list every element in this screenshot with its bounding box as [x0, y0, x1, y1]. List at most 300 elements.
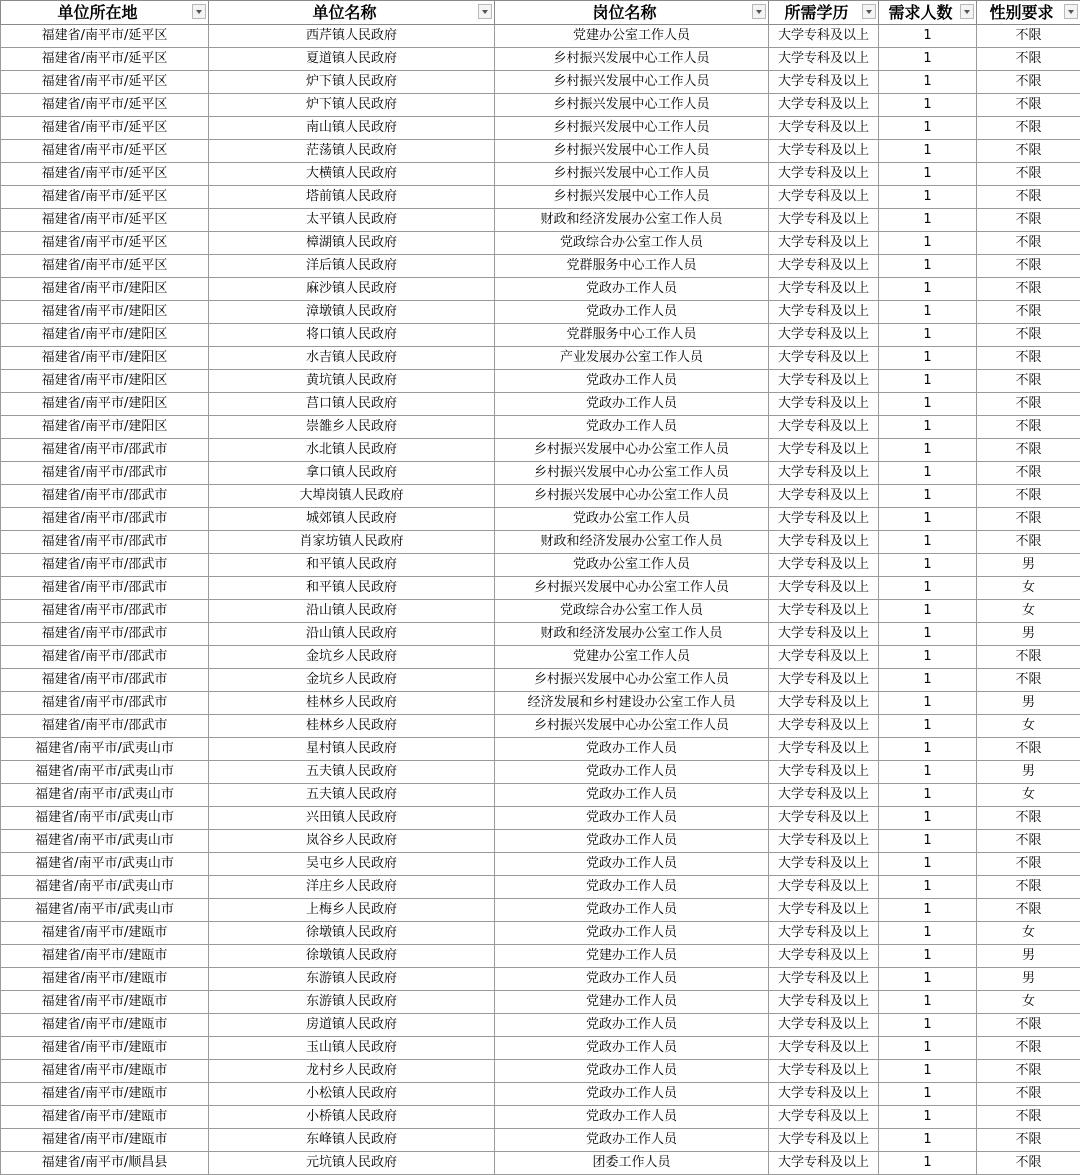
cell-position-name[interactable]: 党政办工作人员 [495, 278, 769, 301]
cell-position-name[interactable]: 党政办工作人员 [495, 393, 769, 416]
cell-gender[interactable]: 不限 [977, 393, 1080, 416]
cell-position-name[interactable]: 党政办工作人员 [495, 761, 769, 784]
cell-location[interactable]: 福建省/南平市/建瓯市 [1, 1106, 209, 1129]
cell-unit-name[interactable]: 樟湖镇人民政府 [209, 232, 495, 255]
cell-education[interactable]: 大学专科及以上 [769, 600, 879, 623]
cell-location[interactable]: 福建省/南平市/武夷山市 [1, 876, 209, 899]
cell-gender[interactable]: 不限 [977, 232, 1080, 255]
cell-gender[interactable]: 不限 [977, 830, 1080, 853]
cell-headcount[interactable]: 1 [879, 1106, 977, 1129]
cell-education[interactable]: 大学专科及以上 [769, 1152, 879, 1175]
cell-education[interactable]: 大学专科及以上 [769, 370, 879, 393]
cell-education[interactable]: 大学专科及以上 [769, 163, 879, 186]
cell-headcount[interactable]: 1 [879, 738, 977, 761]
cell-education[interactable]: 大学专科及以上 [769, 945, 879, 968]
cell-gender[interactable]: 不限 [977, 140, 1080, 163]
cell-gender[interactable]: 女 [977, 577, 1080, 600]
cell-gender[interactable]: 女 [977, 922, 1080, 945]
cell-position-name[interactable]: 党政办工作人员 [495, 738, 769, 761]
cell-unit-name[interactable]: 兴田镇人民政府 [209, 807, 495, 830]
cell-unit-name[interactable]: 塔前镇人民政府 [209, 186, 495, 209]
cell-unit-name[interactable]: 洋后镇人民政府 [209, 255, 495, 278]
cell-gender[interactable]: 不限 [977, 347, 1080, 370]
cell-education[interactable]: 大学专科及以上 [769, 554, 879, 577]
cell-gender[interactable]: 不限 [977, 1060, 1080, 1083]
cell-unit-name[interactable]: 徐墩镇人民政府 [209, 922, 495, 945]
cell-education[interactable]: 大学专科及以上 [769, 94, 879, 117]
cell-location[interactable]: 福建省/南平市/延平区 [1, 25, 209, 48]
cell-gender[interactable]: 女 [977, 715, 1080, 738]
cell-headcount[interactable]: 1 [879, 255, 977, 278]
filter-dropdown-icon[interactable] [1064, 4, 1078, 19]
cell-unit-name[interactable]: 徐墩镇人民政府 [209, 945, 495, 968]
cell-gender[interactable]: 不限 [977, 807, 1080, 830]
cell-education[interactable]: 大学专科及以上 [769, 669, 879, 692]
cell-headcount[interactable]: 1 [879, 117, 977, 140]
cell-position-name[interactable]: 乡村振兴发展中心工作人员 [495, 140, 769, 163]
cell-headcount[interactable]: 1 [879, 715, 977, 738]
cell-location[interactable]: 福建省/南平市/建瓯市 [1, 991, 209, 1014]
cell-location[interactable]: 福建省/南平市/武夷山市 [1, 761, 209, 784]
cell-education[interactable]: 大学专科及以上 [769, 25, 879, 48]
cell-gender[interactable]: 不限 [977, 324, 1080, 347]
cell-location[interactable]: 福建省/南平市/建瓯市 [1, 1083, 209, 1106]
cell-headcount[interactable]: 1 [879, 991, 977, 1014]
cell-education[interactable]: 大学专科及以上 [769, 577, 879, 600]
cell-headcount[interactable]: 1 [879, 278, 977, 301]
cell-gender[interactable]: 男 [977, 554, 1080, 577]
cell-position-name[interactable]: 财政和经济发展办公室工作人员 [495, 531, 769, 554]
cell-location[interactable]: 福建省/南平市/武夷山市 [1, 738, 209, 761]
cell-unit-name[interactable]: 星村镇人民政府 [209, 738, 495, 761]
cell-headcount[interactable]: 1 [879, 554, 977, 577]
cell-position-name[interactable]: 党群服务中心工作人员 [495, 324, 769, 347]
cell-unit-name[interactable]: 洋庄乡人民政府 [209, 876, 495, 899]
cell-position-name[interactable]: 党政综合办公室工作人员 [495, 232, 769, 255]
cell-education[interactable]: 大学专科及以上 [769, 255, 879, 278]
cell-headcount[interactable]: 1 [879, 508, 977, 531]
cell-position-name[interactable]: 党政办工作人员 [495, 301, 769, 324]
cell-location[interactable]: 福建省/南平市/延平区 [1, 255, 209, 278]
cell-location[interactable]: 福建省/南平市/建瓯市 [1, 1014, 209, 1037]
cell-gender[interactable]: 不限 [977, 416, 1080, 439]
cell-headcount[interactable]: 1 [879, 876, 977, 899]
cell-unit-name[interactable]: 将口镇人民政府 [209, 324, 495, 347]
cell-location[interactable]: 福建省/南平市/武夷山市 [1, 853, 209, 876]
cell-education[interactable]: 大学专科及以上 [769, 347, 879, 370]
cell-location[interactable]: 福建省/南平市/武夷山市 [1, 784, 209, 807]
cell-education[interactable]: 大学专科及以上 [769, 416, 879, 439]
cell-unit-name[interactable]: 上梅乡人民政府 [209, 899, 495, 922]
cell-location[interactable]: 福建省/南平市/邵武市 [1, 508, 209, 531]
cell-position-name[interactable]: 财政和经济发展办公室工作人员 [495, 623, 769, 646]
cell-unit-name[interactable]: 沿山镇人民政府 [209, 623, 495, 646]
cell-education[interactable]: 大学专科及以上 [769, 324, 879, 347]
cell-unit-name[interactable]: 肖家坊镇人民政府 [209, 531, 495, 554]
cell-unit-name[interactable]: 五夫镇人民政府 [209, 784, 495, 807]
cell-unit-name[interactable]: 小松镇人民政府 [209, 1083, 495, 1106]
cell-gender[interactable]: 不限 [977, 1037, 1080, 1060]
cell-location[interactable]: 福建省/南平市/建瓯市 [1, 922, 209, 945]
cell-gender[interactable]: 不限 [977, 117, 1080, 140]
cell-gender[interactable]: 不限 [977, 1106, 1080, 1129]
cell-gender[interactable]: 不限 [977, 439, 1080, 462]
cell-gender[interactable]: 男 [977, 968, 1080, 991]
cell-unit-name[interactable]: 崇雒乡人民政府 [209, 416, 495, 439]
cell-gender[interactable]: 不限 [977, 278, 1080, 301]
cell-unit-name[interactable]: 沿山镇人民政府 [209, 600, 495, 623]
cell-position-name[interactable]: 党政办工作人员 [495, 922, 769, 945]
cell-position-name[interactable]: 党政办工作人员 [495, 1106, 769, 1129]
cell-headcount[interactable]: 1 [879, 324, 977, 347]
cell-gender[interactable]: 女 [977, 991, 1080, 1014]
cell-unit-name[interactable]: 东游镇人民政府 [209, 968, 495, 991]
cell-location[interactable]: 福建省/南平市/延平区 [1, 117, 209, 140]
cell-headcount[interactable]: 1 [879, 600, 977, 623]
cell-position-name[interactable]: 党政办工作人员 [495, 1129, 769, 1152]
filter-dropdown-icon[interactable] [192, 4, 206, 19]
cell-headcount[interactable]: 1 [879, 301, 977, 324]
cell-location[interactable]: 福建省/南平市/邵武市 [1, 462, 209, 485]
cell-location[interactable]: 福建省/南平市/邵武市 [1, 646, 209, 669]
cell-position-name[interactable]: 党政办工作人员 [495, 968, 769, 991]
cell-unit-name[interactable]: 东峰镇人民政府 [209, 1129, 495, 1152]
cell-education[interactable]: 大学专科及以上 [769, 899, 879, 922]
cell-headcount[interactable]: 1 [879, 830, 977, 853]
cell-education[interactable]: 大学专科及以上 [769, 531, 879, 554]
cell-location[interactable]: 福建省/南平市/建阳区 [1, 278, 209, 301]
cell-gender[interactable]: 不限 [977, 1129, 1080, 1152]
cell-unit-name[interactable]: 夏道镇人民政府 [209, 48, 495, 71]
cell-gender[interactable]: 不限 [977, 485, 1080, 508]
cell-education[interactable]: 大学专科及以上 [769, 1129, 879, 1152]
cell-position-name[interactable]: 乡村振兴发展中心工作人员 [495, 48, 769, 71]
cell-headcount[interactable]: 1 [879, 1129, 977, 1152]
cell-gender[interactable]: 不限 [977, 370, 1080, 393]
cell-education[interactable]: 大学专科及以上 [769, 623, 879, 646]
cell-position-name[interactable]: 党政办工作人员 [495, 1014, 769, 1037]
cell-unit-name[interactable]: 麻沙镇人民政府 [209, 278, 495, 301]
cell-headcount[interactable]: 1 [879, 945, 977, 968]
cell-education[interactable]: 大学专科及以上 [769, 761, 879, 784]
cell-education[interactable]: 大学专科及以上 [769, 462, 879, 485]
cell-position-name[interactable]: 党政办工作人员 [495, 1037, 769, 1060]
cell-headcount[interactable]: 1 [879, 1014, 977, 1037]
cell-education[interactable]: 大学专科及以上 [769, 1037, 879, 1060]
cell-education[interactable]: 大学专科及以上 [769, 1060, 879, 1083]
cell-headcount[interactable]: 1 [879, 393, 977, 416]
cell-education[interactable]: 大学专科及以上 [769, 922, 879, 945]
cell-unit-name[interactable]: 和平镇人民政府 [209, 577, 495, 600]
cell-unit-name[interactable]: 大横镇人民政府 [209, 163, 495, 186]
cell-location[interactable]: 福建省/南平市/建瓯市 [1, 1129, 209, 1152]
cell-location[interactable]: 福建省/南平市/顺昌县 [1, 1152, 209, 1175]
cell-gender[interactable]: 男 [977, 692, 1080, 715]
cell-location[interactable]: 福建省/南平市/邵武市 [1, 531, 209, 554]
cell-location[interactable]: 福建省/南平市/邵武市 [1, 623, 209, 646]
cell-position-name[interactable]: 乡村振兴发展中心办公室工作人员 [495, 715, 769, 738]
cell-education[interactable]: 大学专科及以上 [769, 508, 879, 531]
cell-position-name[interactable]: 党政办工作人员 [495, 876, 769, 899]
cell-position-name[interactable]: 乡村振兴发展中心工作人员 [495, 117, 769, 140]
cell-gender[interactable]: 不限 [977, 646, 1080, 669]
cell-headcount[interactable]: 1 [879, 186, 977, 209]
cell-education[interactable]: 大学专科及以上 [769, 439, 879, 462]
cell-headcount[interactable]: 1 [879, 761, 977, 784]
cell-location[interactable]: 福建省/南平市/邵武市 [1, 554, 209, 577]
cell-location[interactable]: 福建省/南平市/延平区 [1, 140, 209, 163]
cell-education[interactable]: 大学专科及以上 [769, 715, 879, 738]
cell-position-name[interactable]: 党建办公室工作人员 [495, 646, 769, 669]
filter-dropdown-icon[interactable] [862, 4, 876, 19]
cell-unit-name[interactable]: 五夫镇人民政府 [209, 761, 495, 784]
cell-location[interactable]: 福建省/南平市/延平区 [1, 232, 209, 255]
cell-gender[interactable]: 男 [977, 945, 1080, 968]
cell-unit-name[interactable]: 金坑乡人民政府 [209, 646, 495, 669]
cell-gender[interactable]: 男 [977, 623, 1080, 646]
cell-position-name[interactable]: 党政办工作人员 [495, 853, 769, 876]
cell-position-name[interactable]: 党政办工作人员 [495, 370, 769, 393]
cell-headcount[interactable]: 1 [879, 1060, 977, 1083]
cell-headcount[interactable]: 1 [879, 416, 977, 439]
cell-location[interactable]: 福建省/南平市/延平区 [1, 94, 209, 117]
cell-gender[interactable]: 不限 [977, 48, 1080, 71]
cell-position-name[interactable]: 乡村振兴发展中心办公室工作人员 [495, 485, 769, 508]
cell-location[interactable]: 福建省/南平市/建瓯市 [1, 1037, 209, 1060]
cell-headcount[interactable]: 1 [879, 692, 977, 715]
cell-education[interactable]: 大学专科及以上 [769, 991, 879, 1014]
cell-headcount[interactable]: 1 [879, 25, 977, 48]
cell-education[interactable]: 大学专科及以上 [769, 71, 879, 94]
cell-education[interactable]: 大学专科及以上 [769, 853, 879, 876]
cell-gender[interactable]: 不限 [977, 94, 1080, 117]
cell-unit-name[interactable]: 南山镇人民政府 [209, 117, 495, 140]
cell-location[interactable]: 福建省/南平市/延平区 [1, 48, 209, 71]
cell-gender[interactable]: 不限 [977, 462, 1080, 485]
cell-position-name[interactable]: 党政办工作人员 [495, 784, 769, 807]
cell-location[interactable]: 福建省/南平市/建阳区 [1, 370, 209, 393]
cell-gender[interactable]: 女 [977, 784, 1080, 807]
cell-unit-name[interactable]: 东游镇人民政府 [209, 991, 495, 1014]
cell-gender[interactable]: 不限 [977, 163, 1080, 186]
cell-headcount[interactable]: 1 [879, 439, 977, 462]
cell-gender[interactable]: 不限 [977, 1014, 1080, 1037]
cell-unit-name[interactable]: 拿口镇人民政府 [209, 462, 495, 485]
cell-unit-name[interactable]: 元坑镇人民政府 [209, 1152, 495, 1175]
cell-position-name[interactable]: 乡村振兴发展中心工作人员 [495, 94, 769, 117]
cell-headcount[interactable]: 1 [879, 370, 977, 393]
cell-position-name[interactable]: 产业发展办公室工作人员 [495, 347, 769, 370]
cell-gender[interactable]: 不限 [977, 853, 1080, 876]
cell-position-name[interactable]: 党群服务中心工作人员 [495, 255, 769, 278]
cell-unit-name[interactable]: 桂林乡人民政府 [209, 692, 495, 715]
cell-gender[interactable]: 女 [977, 600, 1080, 623]
cell-headcount[interactable]: 1 [879, 646, 977, 669]
cell-education[interactable]: 大学专科及以上 [769, 1014, 879, 1037]
cell-headcount[interactable]: 1 [879, 968, 977, 991]
cell-education[interactable]: 大学专科及以上 [769, 485, 879, 508]
cell-education[interactable]: 大学专科及以上 [769, 232, 879, 255]
cell-unit-name[interactable]: 炉下镇人民政府 [209, 94, 495, 117]
cell-unit-name[interactable]: 和平镇人民政府 [209, 554, 495, 577]
cell-headcount[interactable]: 1 [879, 669, 977, 692]
cell-unit-name[interactable]: 黄坑镇人民政府 [209, 370, 495, 393]
cell-unit-name[interactable]: 漳墩镇人民政府 [209, 301, 495, 324]
cell-position-name[interactable]: 党建办公室工作人员 [495, 25, 769, 48]
cell-position-name[interactable]: 党政综合办公室工作人员 [495, 600, 769, 623]
cell-education[interactable]: 大学专科及以上 [769, 186, 879, 209]
cell-education[interactable]: 大学专科及以上 [769, 968, 879, 991]
cell-position-name[interactable]: 党政办公室工作人员 [495, 554, 769, 577]
cell-unit-name[interactable]: 小桥镇人民政府 [209, 1106, 495, 1129]
cell-unit-name[interactable]: 城郊镇人民政府 [209, 508, 495, 531]
cell-headcount[interactable]: 1 [879, 807, 977, 830]
cell-education[interactable]: 大学专科及以上 [769, 738, 879, 761]
cell-unit-name[interactable]: 岚谷乡人民政府 [209, 830, 495, 853]
cell-location[interactable]: 福建省/南平市/武夷山市 [1, 899, 209, 922]
cell-unit-name[interactable]: 太平镇人民政府 [209, 209, 495, 232]
filter-dropdown-icon[interactable] [478, 4, 492, 19]
cell-position-name[interactable]: 乡村振兴发展中心办公室工作人员 [495, 439, 769, 462]
cell-position-name[interactable]: 党政办工作人员 [495, 807, 769, 830]
cell-position-name[interactable]: 乡村振兴发展中心工作人员 [495, 71, 769, 94]
cell-location[interactable]: 福建省/南平市/建阳区 [1, 301, 209, 324]
cell-location[interactable]: 福建省/南平市/建阳区 [1, 324, 209, 347]
cell-gender[interactable]: 不限 [977, 876, 1080, 899]
cell-headcount[interactable]: 1 [879, 209, 977, 232]
cell-position-name[interactable]: 党政办工作人员 [495, 416, 769, 439]
cell-headcount[interactable]: 1 [879, 922, 977, 945]
cell-location[interactable]: 福建省/南平市/邵武市 [1, 485, 209, 508]
cell-location[interactable]: 福建省/南平市/邵武市 [1, 692, 209, 715]
cell-gender[interactable]: 不限 [977, 255, 1080, 278]
cell-education[interactable]: 大学专科及以上 [769, 646, 879, 669]
cell-unit-name[interactable]: 房道镇人民政府 [209, 1014, 495, 1037]
cell-position-name[interactable]: 乡村振兴发展中心工作人员 [495, 163, 769, 186]
cell-position-name[interactable]: 乡村振兴发展中心工作人员 [495, 186, 769, 209]
cell-headcount[interactable]: 1 [879, 94, 977, 117]
cell-education[interactable]: 大学专科及以上 [769, 784, 879, 807]
cell-location[interactable]: 福建省/南平市/邵武市 [1, 669, 209, 692]
cell-headcount[interactable]: 1 [879, 1083, 977, 1106]
cell-headcount[interactable]: 1 [879, 48, 977, 71]
cell-position-name[interactable]: 党政办工作人员 [495, 899, 769, 922]
cell-unit-name[interactable]: 炉下镇人民政府 [209, 71, 495, 94]
cell-education[interactable]: 大学专科及以上 [769, 140, 879, 163]
cell-headcount[interactable]: 1 [879, 485, 977, 508]
cell-location[interactable]: 福建省/南平市/建阳区 [1, 393, 209, 416]
cell-location[interactable]: 福建省/南平市/建阳区 [1, 416, 209, 439]
cell-position-name[interactable]: 财政和经济发展办公室工作人员 [495, 209, 769, 232]
cell-position-name[interactable]: 党政办工作人员 [495, 1083, 769, 1106]
cell-location[interactable]: 福建省/南平市/延平区 [1, 209, 209, 232]
cell-position-name[interactable]: 党建办工作人员 [495, 991, 769, 1014]
cell-gender[interactable]: 不限 [977, 186, 1080, 209]
cell-gender[interactable]: 不限 [977, 25, 1080, 48]
cell-position-name[interactable]: 团委工作人员 [495, 1152, 769, 1175]
cell-gender[interactable]: 不限 [977, 1152, 1080, 1175]
cell-education[interactable]: 大学专科及以上 [769, 48, 879, 71]
cell-unit-name[interactable]: 龙村乡人民政府 [209, 1060, 495, 1083]
cell-position-name[interactable]: 经济发展和乡村建设办公室工作人员 [495, 692, 769, 715]
cell-location[interactable]: 福建省/南平市/邵武市 [1, 600, 209, 623]
cell-unit-name[interactable]: 茫荡镇人民政府 [209, 140, 495, 163]
cell-education[interactable]: 大学专科及以上 [769, 1106, 879, 1129]
cell-education[interactable]: 大学专科及以上 [769, 807, 879, 830]
cell-headcount[interactable]: 1 [879, 623, 977, 646]
cell-education[interactable]: 大学专科及以上 [769, 876, 879, 899]
cell-headcount[interactable]: 1 [879, 140, 977, 163]
cell-location[interactable]: 福建省/南平市/建阳区 [1, 347, 209, 370]
cell-position-name[interactable]: 党政办工作人员 [495, 830, 769, 853]
cell-position-name[interactable]: 党政办公室工作人员 [495, 508, 769, 531]
cell-gender[interactable]: 不限 [977, 508, 1080, 531]
cell-unit-name[interactable]: 吴屯乡人民政府 [209, 853, 495, 876]
cell-headcount[interactable]: 1 [879, 899, 977, 922]
cell-education[interactable]: 大学专科及以上 [769, 209, 879, 232]
cell-unit-name[interactable]: 大埠岗镇人民政府 [209, 485, 495, 508]
cell-education[interactable]: 大学专科及以上 [769, 278, 879, 301]
cell-headcount[interactable]: 1 [879, 232, 977, 255]
cell-location[interactable]: 福建省/南平市/延平区 [1, 71, 209, 94]
cell-education[interactable]: 大学专科及以上 [769, 1083, 879, 1106]
cell-education[interactable]: 大学专科及以上 [769, 692, 879, 715]
cell-position-name[interactable]: 党建办工作人员 [495, 945, 769, 968]
cell-unit-name[interactable]: 玉山镇人民政府 [209, 1037, 495, 1060]
cell-location[interactable]: 福建省/南平市/邵武市 [1, 439, 209, 462]
cell-location[interactable]: 福建省/南平市/武夷山市 [1, 830, 209, 853]
cell-unit-name[interactable]: 金坑乡人民政府 [209, 669, 495, 692]
cell-headcount[interactable]: 1 [879, 853, 977, 876]
cell-gender[interactable]: 不限 [977, 71, 1080, 94]
cell-headcount[interactable]: 1 [879, 71, 977, 94]
cell-position-name[interactable]: 党政办工作人员 [495, 1060, 769, 1083]
cell-unit-name[interactable]: 水北镇人民政府 [209, 439, 495, 462]
cell-gender[interactable]: 不限 [977, 531, 1080, 554]
cell-headcount[interactable]: 1 [879, 163, 977, 186]
cell-location[interactable]: 福建省/南平市/邵武市 [1, 715, 209, 738]
cell-location[interactable]: 福建省/南平市/建瓯市 [1, 945, 209, 968]
cell-location[interactable]: 福建省/南平市/延平区 [1, 163, 209, 186]
cell-location[interactable]: 福建省/南平市/邵武市 [1, 577, 209, 600]
cell-unit-name[interactable]: 水吉镇人民政府 [209, 347, 495, 370]
cell-location[interactable]: 福建省/南平市/延平区 [1, 186, 209, 209]
cell-unit-name[interactable]: 西芹镇人民政府 [209, 25, 495, 48]
cell-position-name[interactable]: 乡村振兴发展中心办公室工作人员 [495, 462, 769, 485]
cell-gender[interactable]: 不限 [977, 209, 1080, 232]
cell-education[interactable]: 大学专科及以上 [769, 830, 879, 853]
cell-education[interactable]: 大学专科及以上 [769, 301, 879, 324]
cell-position-name[interactable]: 乡村振兴发展中心办公室工作人员 [495, 577, 769, 600]
cell-headcount[interactable]: 1 [879, 347, 977, 370]
cell-education[interactable]: 大学专科及以上 [769, 117, 879, 140]
cell-gender[interactable]: 不限 [977, 1083, 1080, 1106]
cell-gender[interactable]: 不限 [977, 738, 1080, 761]
cell-gender[interactable]: 男 [977, 761, 1080, 784]
cell-headcount[interactable]: 1 [879, 1152, 977, 1175]
cell-headcount[interactable]: 1 [879, 462, 977, 485]
cell-headcount[interactable]: 1 [879, 1037, 977, 1060]
cell-gender[interactable]: 不限 [977, 669, 1080, 692]
filter-dropdown-icon[interactable] [752, 4, 766, 19]
cell-gender[interactable]: 不限 [977, 301, 1080, 324]
cell-location[interactable]: 福建省/南平市/建瓯市 [1, 968, 209, 991]
cell-position-name[interactable]: 乡村振兴发展中心办公室工作人员 [495, 669, 769, 692]
cell-headcount[interactable]: 1 [879, 531, 977, 554]
cell-education[interactable]: 大学专科及以上 [769, 393, 879, 416]
cell-unit-name[interactable]: 莒口镇人民政府 [209, 393, 495, 416]
cell-headcount[interactable]: 1 [879, 784, 977, 807]
